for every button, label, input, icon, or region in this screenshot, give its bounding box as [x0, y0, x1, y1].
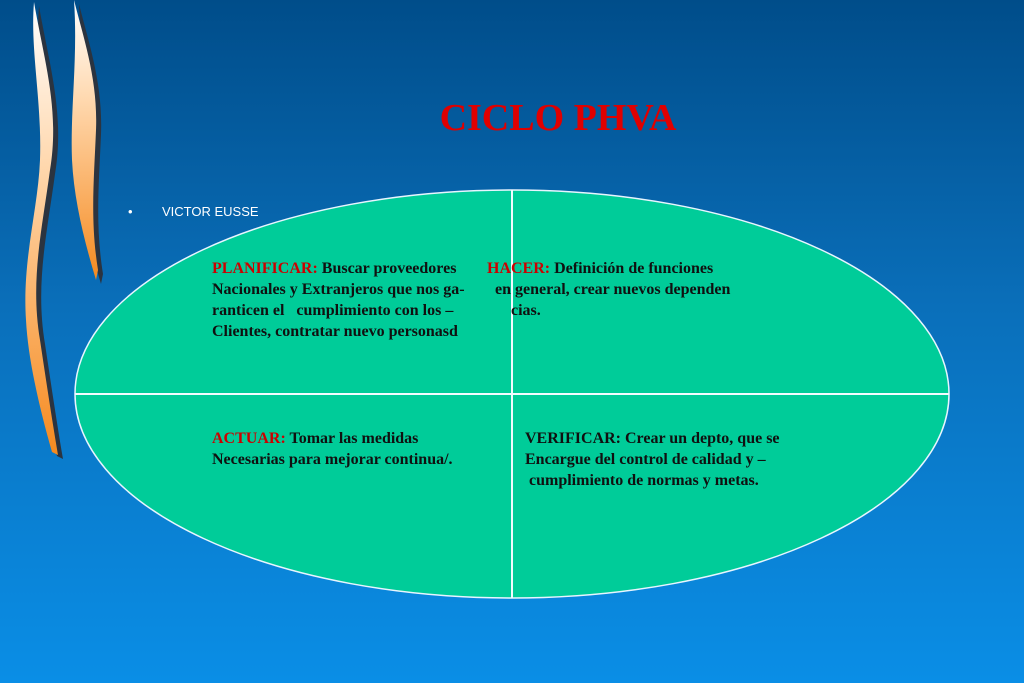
verificar-line-3: cumplimiento de normas y metas.: [525, 472, 759, 489]
bullet-mark: •: [128, 204, 133, 219]
planificar-line-1: Buscar proveedores: [317, 260, 457, 277]
quadrant-verificar: [525, 428, 780, 491]
planificar-line-3: ranticen el cumplimiento con los –: [212, 302, 454, 319]
actuar-line-1: Tomar las medidas: [285, 430, 419, 447]
bullet-text: VICTOR EUSSE: [162, 204, 259, 219]
planificar-line-4: Clientes, contratar nuevo personasd: [212, 323, 458, 340]
verificar-keyword: VERIFICAR:: [525, 430, 621, 447]
slide-title: CICLO PHVA: [439, 97, 677, 139]
hacer-line-3: cias.: [495, 302, 541, 319]
verificar-line-1: Crear un depto, que se: [621, 430, 780, 447]
quadrant-actuar: [212, 428, 453, 470]
hacer-keyword: HACER:: [487, 260, 551, 277]
planificar-keyword: PLANIFICAR:: [212, 260, 318, 277]
quadrant-planificar: [212, 258, 465, 342]
hacer-line-2: en general, crear nuevos dependen: [495, 281, 731, 298]
planificar-line-2: Nacionales y Extranjeros que nos ga-: [212, 281, 465, 298]
hacer-line-1: Definición de funciones: [550, 260, 714, 277]
actuar-keyword: ACTUAR:: [212, 430, 286, 447]
quadrant-hacer: [487, 258, 730, 321]
phva-cycle-ellipse: [74, 189, 950, 599]
actuar-line-2: Necesarias para mejorar continua/.: [212, 451, 453, 468]
verificar-line-2: Encargue del control de calidad y –: [525, 451, 766, 468]
